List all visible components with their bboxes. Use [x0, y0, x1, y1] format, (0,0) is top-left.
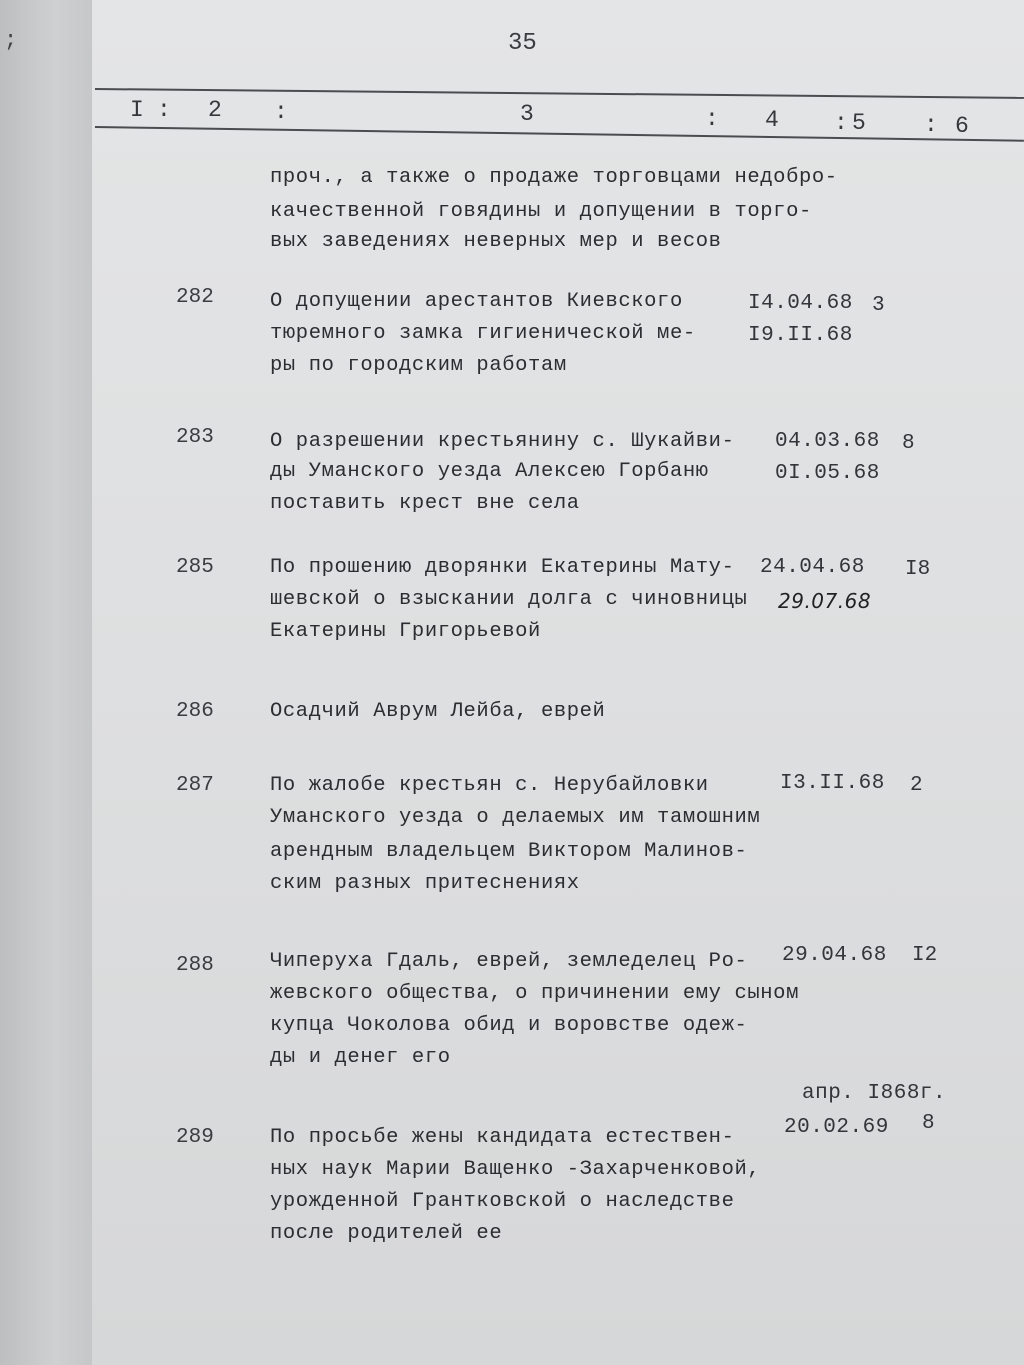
date-end: I9.II.68 [748, 324, 853, 347]
previous-page-edge [0, 0, 92, 1365]
column-separator: : [834, 110, 848, 136]
sheet-count: I2 [912, 944, 938, 967]
date-start: I4.04.68 [748, 292, 853, 315]
entry-title-line: По жалобе крестьян с. Нерубайловки [270, 774, 709, 797]
date-end: 0I.05.68 [775, 462, 880, 485]
column-header-4: 4 [765, 107, 779, 133]
sheet-count: 3 [872, 294, 885, 317]
entry-title-line: Осадчий Аврум Лейба, еврей [270, 700, 606, 723]
date-end: 20.02.69 [784, 1116, 889, 1139]
date-start: 04.03.68 [775, 430, 880, 453]
column-separator: : [274, 99, 288, 125]
page-number: 35 [508, 30, 537, 57]
column-header-3: 3 [520, 101, 534, 127]
continuation-line: качественной говядины и допущении в торго- [270, 200, 812, 223]
date-start: 29.04.68 [782, 944, 887, 967]
column-separator: : [924, 112, 938, 138]
column-header-1: I [130, 97, 144, 123]
entry-title-line: купца Чоколова обид и воровстве одеж- [270, 1014, 748, 1037]
date-end-handwritten: 29.07.68 [778, 589, 872, 613]
date-start: 24.04.68 [760, 556, 865, 579]
entry-title-line: Екатерины Григорьевой [270, 620, 541, 643]
entry-number: 283 [176, 426, 214, 449]
entry-title-line: арендным владельцем Виктором Малинов- [270, 840, 748, 863]
entry-title-line: тюремного замка гигиенической ме- [270, 322, 696, 345]
entry-title-line: По просьбе жены кандидата естествен- [270, 1126, 735, 1149]
entry-number: 288 [176, 954, 214, 977]
column-header-2: 2 [208, 97, 222, 123]
entry-title-line: ных наук Марии Ващенко -Захарченковой, [270, 1158, 761, 1181]
column-header-5: 5 [852, 110, 866, 136]
column-separator: : [705, 106, 719, 132]
sheet-count: 2 [910, 774, 923, 797]
entry-title-line: Чиперуха Гдаль, еврей, земледелец Ро- [270, 950, 748, 973]
entry-title-line: ры по городским работам [270, 354, 567, 377]
entry-title-line: Уманского уезда о делаемых им тамошним [270, 806, 761, 829]
date-start: I3.II.68 [780, 772, 885, 795]
entry-title-line: О допущении арестантов Киевского [270, 290, 683, 313]
date-start: апр. I868г. [802, 1082, 947, 1105]
entry-title-line: ды Уманского уезда Алексею Горбаню [270, 460, 709, 483]
entry-title-line: урожденной Грантковской о наследстве [270, 1190, 735, 1213]
entry-title-line: По прошению дворянки Екатерины Мату- [270, 556, 735, 579]
entry-number: 285 [176, 556, 214, 579]
sheet-count: 8 [922, 1112, 935, 1135]
sheet-count: 8 [902, 432, 915, 455]
entry-title-line: ды и денег его [270, 1046, 451, 1069]
entry-title-line: ским разных притеснениях [270, 872, 580, 895]
sheet-count: I8 [905, 558, 931, 581]
entry-title-line: поставить крест вне села [270, 492, 580, 515]
entry-title-line: после родителей ее [270, 1222, 503, 1245]
entry-number: 282 [176, 286, 214, 309]
column-header-6: 6 [955, 113, 969, 139]
entry-title-line: шевской о взыскании долга с чиновницы [270, 588, 748, 611]
column-separator: : [157, 97, 171, 123]
entry-title-line: жевского общества, о причинении ему сыном [270, 982, 799, 1005]
entry-number: 287 [176, 774, 214, 797]
margin-mark: ; [4, 28, 18, 53]
continuation-line: вых заведениях неверных мер и весов [270, 230, 722, 253]
entry-number: 286 [176, 700, 214, 723]
entry-title-line: О разрешении крестьянину с. Шукайви- [270, 430, 735, 453]
continuation-line: проч., а также о продаже торговцами недобро- [270, 166, 838, 189]
entry-number: 289 [176, 1126, 214, 1149]
